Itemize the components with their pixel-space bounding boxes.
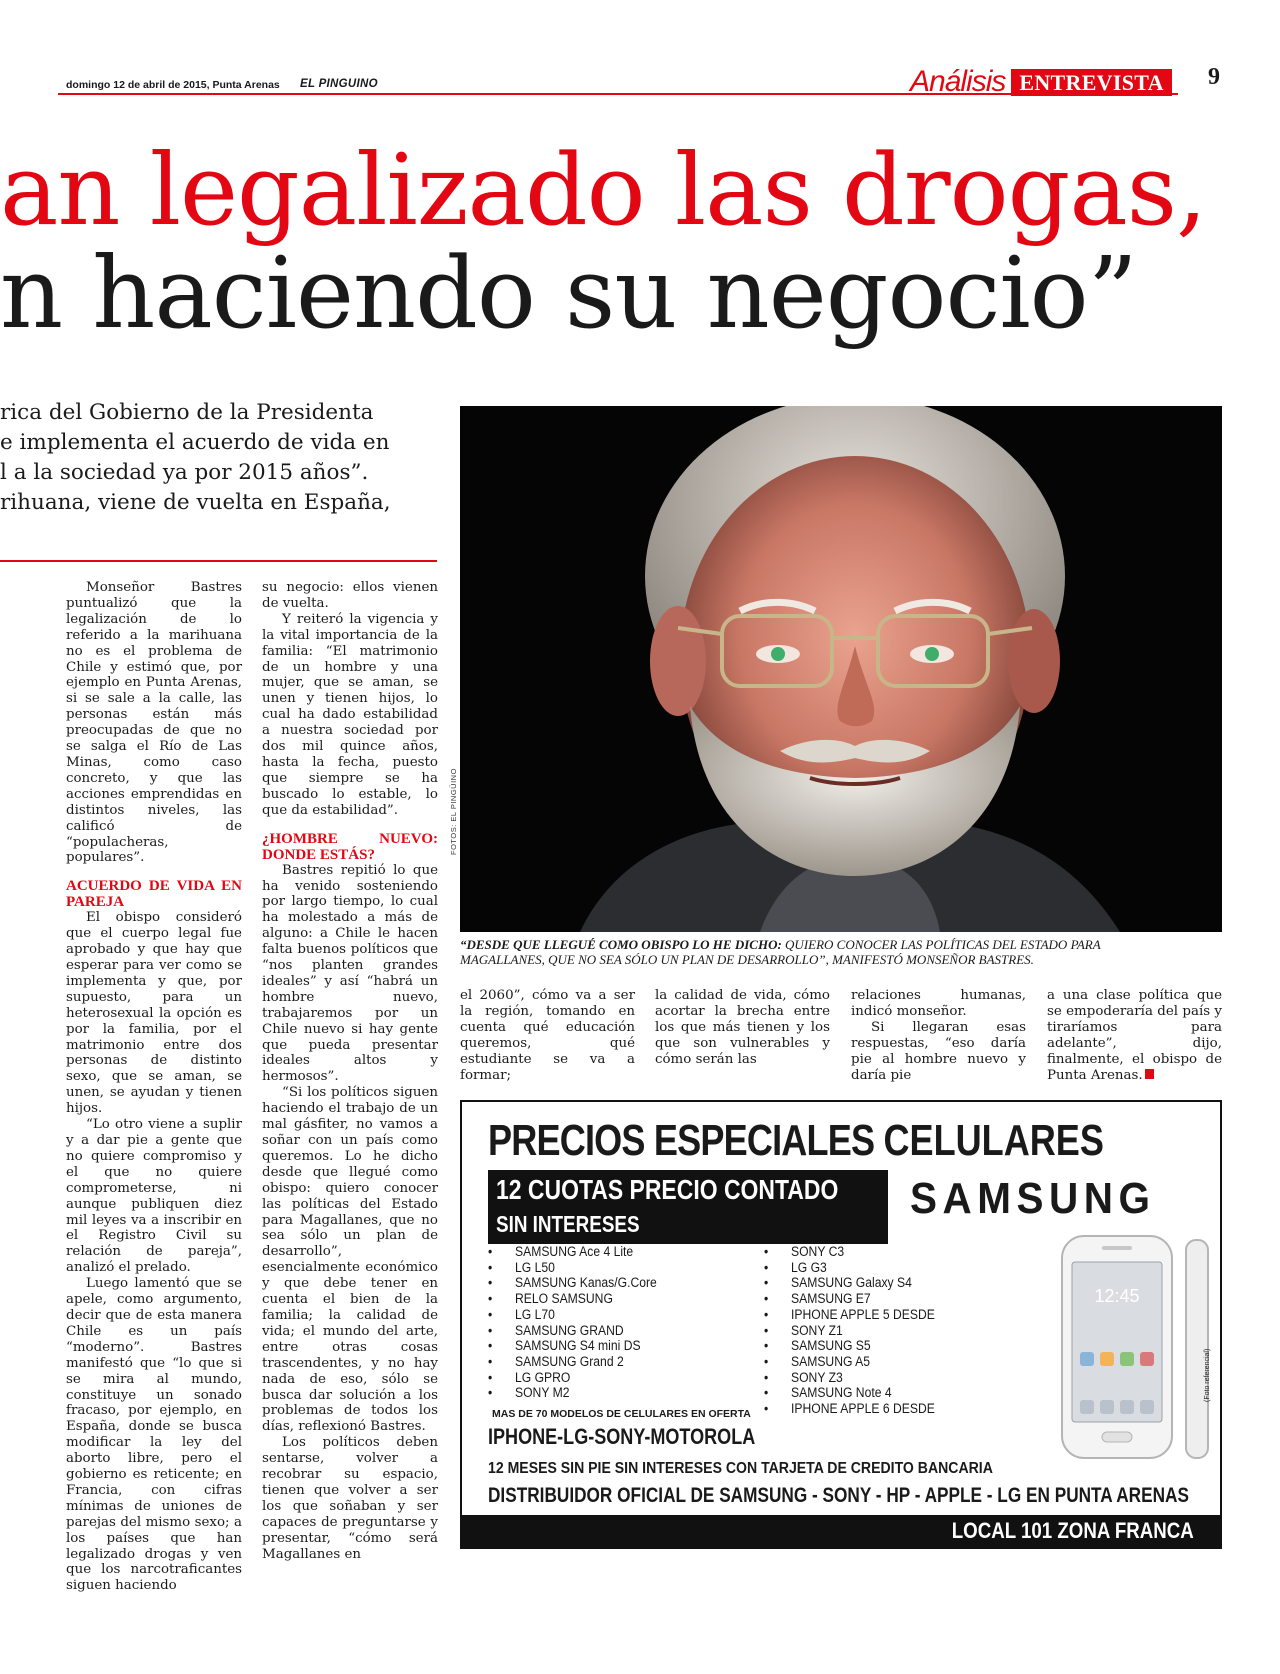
list-item: • SAMSUNG A5: [764, 1354, 935, 1370]
ad-sin-intereses: SIN INTERESES: [496, 1211, 640, 1237]
article-column-2: [262, 580, 438, 1562]
intro-lede: [0, 398, 420, 518]
paragraph: Bastres repitió lo que ha venido sosteniendo por largo tiempo, lo cual ha molestado a más de alguno: a Chile le hacen falta buenos políticos que “nos planten grandes ideales” y así “habrá un hombre nuevo, trabajaremos por un Chile nuevo si hay gente que pueda presentar ideales altos y hermosos”.: [262, 862, 438, 1085]
closing-text: a una clase política que se empoderaría del país y tiraríamos para adelante”, dijo, finalmente, el obispo de Punta Arenas.: [1047, 988, 1222, 1083]
ad-model-list-left: [488, 1244, 676, 1401]
ad-photo-reference: (Foto referencial): [1204, 1348, 1211, 1402]
ad-title-celulares: CELULARES: [883, 1116, 1104, 1165]
ad-brands-line: IPHONE-LG-SONY-MOTOROLA: [488, 1424, 756, 1449]
paragraph: el 2060”, cómo va a ser la región, tomando en cuenta qué educación queremos, qué estudiante se va a formar;: [460, 988, 635, 1083]
intro-rule: [0, 560, 437, 562]
list-item: • RELO SAMSUNG: [488, 1291, 657, 1307]
list-item: • SAMSUNG E7: [764, 1291, 935, 1307]
headline-line-2: n haciendo su negocio”: [0, 237, 1137, 351]
subheading-hombre-nuevo: ¿HOMBRE NUEVO: DONDE ESTÁS?: [262, 830, 438, 863]
paragraph: “Si los políticos siguen haciendo el trabajo de un mal gásfiter, no vamos a soñar con un país como queremos. Lo he dicho desde que llegué como obispo: quiero conocer las políticas del Estado para Magallanes, que no sea sólo un plan de desarrollo”, esencialmente económico y que debe tener en cuenta el bien de la familia; la calidad de vida; el mundo del arte, entre otras cosas trascendentes, y no hay nada de eso, sólo se busca dar solución a los problemas de todos los días, reflexionó Bastres.: [262, 1085, 438, 1435]
end-mark-icon: [1145, 1069, 1154, 1079]
paragraph: relaciones humanas, indicó monseñor.: [851, 988, 1026, 1019]
list-item: • SAMSUNG Note 4: [764, 1385, 935, 1401]
paragraph: El obispo consideró que el cuerpo legal fue aprobado y que hay que esperar para ver como se implementa y que, por supuesto, para un heterosexual la opción es por la familia, por el matrimonio entre dos personas de distinto sexo, que se aman, se unen, se ayudan y tienen hijos.: [66, 910, 242, 1117]
intro-line: l a la sociedad ya por 2015 años”.: [0, 460, 369, 485]
section-analisis: Análisis: [910, 65, 1006, 98]
list-item: • IPHONE APPLE 5 DESDE: [764, 1307, 935, 1323]
intro-line: rihuana, viene de vuelta en España,: [0, 490, 391, 515]
caption-rest: QUIERO CONOCER LAS POLÍTICAS DEL ESTADO PARA MAGALLANES, QUE NO SEA SÓLO UN PLAN DE DESARROLLO”, MANIFESTÓ MONSEÑOR BASTRES.: [460, 937, 1101, 967]
list-item: • SAMSUNG GRAND: [488, 1323, 657, 1339]
article-column-5: [851, 988, 1026, 1083]
list-item: • SONY M2: [488, 1385, 657, 1401]
paragraph: Luego lamentó que se apele, como argumento, decir que de esta manera Chile es un país “moderno”. Bastres manifestó que “lo que si se mira al mundo, constituye un sonado fracaso, por ejemplo, en España, donde se busca modificar la ley del aborto libre, pero el gobierno es reticente; en Francia, con cifras mínimas de uniones de parejas del mismo sexo; a los países que han legalizado drogas y ven que los narcotraficantes siguen haciendo: [66, 1276, 242, 1594]
list-item: • LG L50: [488, 1260, 657, 1276]
list-item: • IPHONE APPLE 6 DESDE: [764, 1401, 935, 1417]
page-number: 9: [1208, 64, 1220, 90]
list-item: • SAMSUNG S4 mini DS: [488, 1338, 657, 1354]
article-column-3: [460, 988, 635, 1083]
list-item: • LG G3: [764, 1260, 935, 1276]
ad-bottom-bar: [462, 1515, 1220, 1547]
headline: [0, 134, 1280, 351]
phone-clock: 12:45: [1094, 1286, 1140, 1306]
ad-local: LOCAL 101 ZONA FRANCA: [951, 1518, 1194, 1543]
section-entrevista: ENTREVISTA: [1011, 69, 1171, 96]
paragraph: [1047, 988, 1222, 1083]
list-item: • LG L70: [488, 1307, 657, 1323]
intro-line: rica del Gobierno de la Presidenta: [0, 400, 374, 425]
article-column-4: [655, 988, 830, 1068]
article-column-6: [1047, 988, 1222, 1083]
headline-line-1: an legalizado las drogas,: [0, 134, 1207, 248]
ad-title-precios: PRECIOS ESPECIALES: [488, 1116, 875, 1165]
advertisement-celulares: [460, 1100, 1222, 1549]
samsung-logo: SAMSUNG: [910, 1174, 1156, 1223]
ad-meses: 12 MESES SIN PIE SIN INTERESES CON TARJETA DE CREDITO BANCARIA: [488, 1460, 993, 1477]
caption-lead: “DESDE QUE LLEGUÉ COMO OBISPO LO HE DICHO:: [460, 937, 782, 952]
ad-modelos: MAS DE 70 MODELOS DE CELULARES EN OFERTA: [492, 1408, 751, 1420]
paragraph: la calidad de vida, cómo acortar la brecha entre los que más tienen y los que son vulnerables y cómo serán las: [655, 988, 830, 1067]
paragraph: Y reiteró la vigencia y la vital importancia de la familia: “El matrimonio de un hombre y una mujer, que se aman, se unen y tienen hijos, lo cual ha dado estabilidad a nuestra sociedad por dos mil quince años, hasta la fecha, puesto que siempre se ha buscado lo estable, lo que da estabilidad”.: [262, 611, 438, 818]
list-item: • SAMSUNG Ace 4 Lite: [488, 1244, 657, 1260]
list-item: • SAMSUNG S5: [764, 1338, 935, 1354]
paragraph: Los políticos deben sentarse, volver a recobrar su espacio, tienen que volver a ser los que soñaban y ser capaces de preguntarse y presentar, “cómo será Magallanes en: [262, 1435, 438, 1562]
photo-credit: FOTOS: EL PINGÜINO: [449, 768, 458, 855]
newspaper-name: EL PINGUINO: [300, 78, 378, 90]
list-item: • LG GPRO: [488, 1370, 657, 1386]
list-item: • SAMSUNG Kanas/G.Core: [488, 1275, 657, 1291]
subheading-acuerdo: ACUERDO DE VIDA EN PAREJA: [66, 878, 242, 911]
paragraph: Si llegaran esas respuestas, “eso daría pie al hombre nuevo y daría pie: [851, 1019, 1026, 1083]
header-date: domingo 12 de abril de 2015, Punta Arenas: [66, 79, 280, 91]
intro-line: e implementa el acuerdo de vida en: [0, 430, 390, 455]
list-item: • SAMSUNG Galaxy S4: [764, 1275, 935, 1291]
section-tag: [910, 64, 1172, 96]
portrait-illustration: [460, 406, 1222, 932]
photo-caption: [460, 937, 1160, 967]
ad-title: [488, 1116, 1104, 1166]
ad-cuotas-bar: [488, 1170, 888, 1244]
phone-image: [1058, 1232, 1218, 1462]
paragraph: Monseñor Bastres puntualizó que la legalización de lo referido a la marihuana no es el problema de Chile y estimó que, por ejemplo en Punta Arenas, si se sale a la calle, las personas están más preocupadas de que no se salga el Río de Las Minas, como caso concreto, y que las acciones emprendidas en distintos niveles, las calificó de “populacheras, populares”.: [66, 580, 242, 866]
paragraph: su negocio: ellos vienen de vuelta.: [262, 580, 438, 611]
paragraph: “Lo otro viene a suplir y a dar pie a gente que no quiere compromiso y el que no quiere comprometerse, ni aunque publiquen diez mil leyes va a inscribir en el Registro Civil su relación de pareja”, analizó el prelado.: [66, 1117, 242, 1276]
list-item: • SONY Z1: [764, 1323, 935, 1339]
ad-model-list-right: [764, 1244, 954, 1417]
ad-distribuidor: DISTRIBUIDOR OFICIAL DE SAMSUNG - SONY - HP - APPLE - LG EN PUNTA ARENAS: [488, 1484, 1189, 1507]
ad-cuotas: 12 CUOTAS PRECIO CONTADO: [496, 1174, 839, 1205]
article-column-1: [66, 580, 242, 1594]
photo-bishop-portrait: [460, 406, 1222, 932]
list-item: • SONY Z3: [764, 1370, 935, 1386]
list-item: • SONY C3: [764, 1244, 935, 1260]
list-item: • SAMSUNG Grand 2: [488, 1354, 657, 1370]
